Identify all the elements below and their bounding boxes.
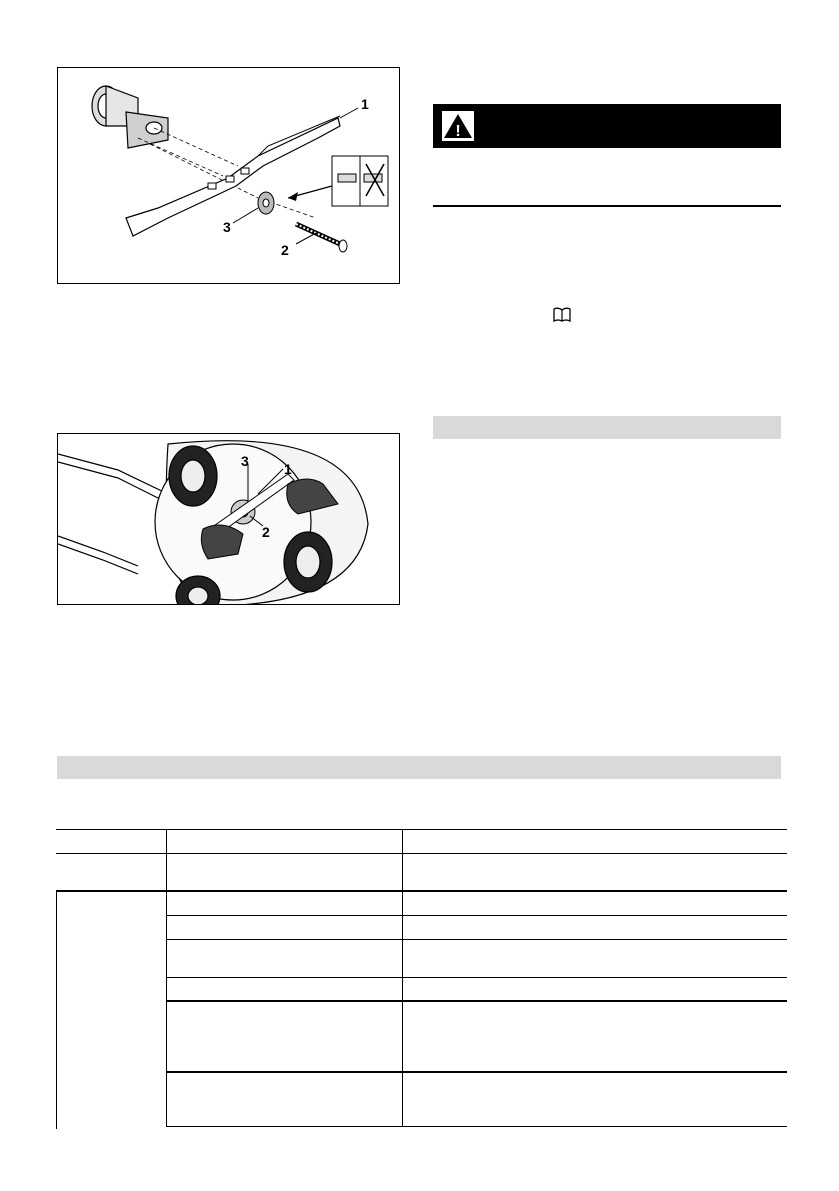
warning-banner [433, 104, 781, 148]
blade-assembly-illustration [58, 68, 400, 284]
callout-1: 1 [361, 96, 369, 112]
callout-3: 3 [223, 219, 231, 235]
mower-underside-illustration [58, 434, 400, 605]
callout-3: 3 [241, 453, 249, 469]
callout-2: 2 [281, 242, 289, 258]
callout-2: 2 [262, 524, 270, 540]
warning-symbol: ! [455, 123, 461, 140]
blade-assembly-figure [57, 67, 400, 284]
mower-underside-figure [57, 433, 400, 605]
warning-divider [433, 205, 781, 207]
section-heading-bar-full [57, 756, 781, 779]
warning-triangle-icon [441, 110, 475, 142]
troubleshooting-table [56, 829, 788, 1129]
callout-1: 1 [284, 461, 292, 477]
book-icon [552, 307, 572, 323]
section-heading-bar-right [433, 416, 781, 439]
